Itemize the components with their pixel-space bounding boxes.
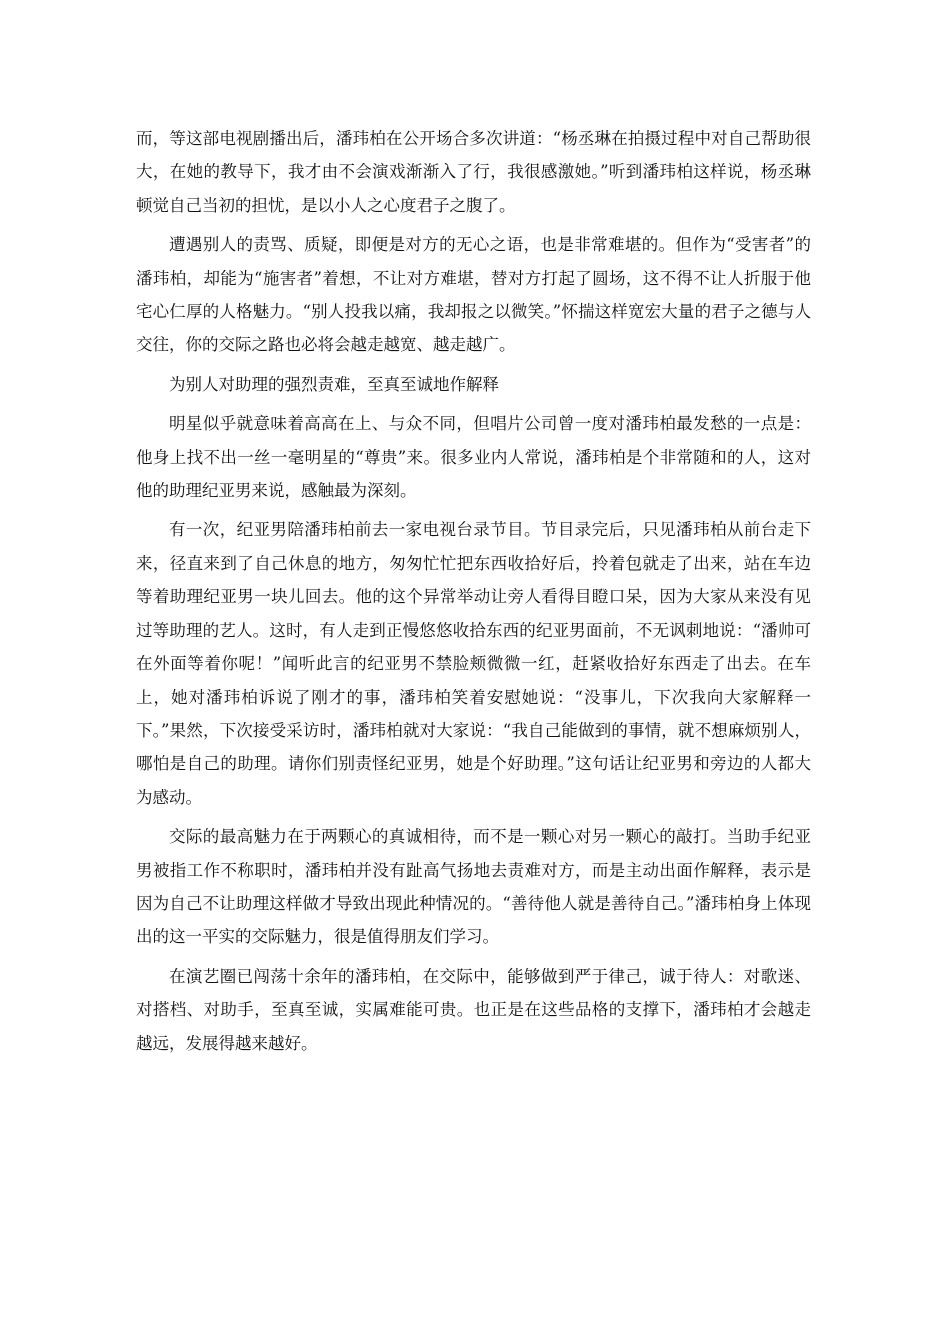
paragraph-3: 明星似乎就意味着高高在上、与众不同，但唱片公司曾一度对潘玮柏最发愁的一点是：他身上找不出一丝一毫明星的“尊贵”来。很多业内人常说，潘玮柏是个非常随和的人，这对他的助理纪亚男来说，感触最为深刻。	[136, 414, 811, 501]
paragraph-1: 而，等这部电视剧播出后，潘玮柏在公开场合多次讲道：“杨丞琳在拍摄过程中对自己帮助很大，在她的教导下，我才由不会演戏渐渐入了行，我很感激她。”听到潘玮柏这样说，杨丞琳顿觉自己当初的担忧，是以小人之心度君子之腹了。	[136, 129, 811, 215]
article-body	[136, 122, 811, 1066]
paragraph-5: 交际的最高魅力在于两颗心的真诚相待，而不是一颗心对另一颗心的敲打。当助手纪亚男被指工作不称职时，潘玮柏并没有趾高气扬地去责难对方，而是主动出面作解释，表示是因为自己不让助理这样做才导致出现此种情况的。“善待他人就是善待自己。”潘玮柏身上体现出的这一平实的交际魅力，很是值得朋友们学习。	[136, 827, 811, 947]
paragraph-4: 有一次，纪亚男陪潘玮柏前去一家电视台录节目。节目录完后，只见潘玮柏从前台走下来，径直来到了自己休息的地方，匆匆忙忙把东西收拾好后，拎着包就走了出来，站在车边等着助理纪亚男一块儿回去。他的这个异常举动让旁人看得目瞪口呆，因为大家从来没有见过等助理的艺人。这时，有人走到正慢悠悠收拾东西的纪亚男面前，不无讽刺地说：“潘帅可在外面等着你呢！”闻听此言的纪亚男不禁脸颊微微一红，赶紧收拾好东西走了出去。在车上，她对潘玮柏诉说了刚才的事，潘玮柏笑着安慰她说：“没事儿，下次我向大家解释一下。”果然，下次接受采访时，潘玮柏就对大家说：“我自己能做到的事情，就不想麻烦别人，哪怕是自己的助理。请你们别责怪纪亚男，她是个好助理。”这句话让纪亚男和旁边的人都大为感动。	[136, 520, 811, 807]
section-heading: 为别人对助理的强烈责难，至真至诚地作解释	[169, 374, 499, 394]
paragraph-2: 遭遇别人的责骂、质疑，即便是对方的无心之语，也是非常难堪的。但作为“受害者”的潘玮柏，却能为“施害者”着想，不让对方难堪，替对方打起了圆场，这不得不让人折服于他宅心仁厚的人格魅力。“别人投我以痛，我却报之以微笑。”怀揣这样宽宏大量的君子之德与人交往，你的交际之路也必将会越走越宽、越走越广。	[136, 235, 811, 355]
paragraph-6: 在演艺圈已闯荡十余年的潘玮柏，在交际中，能够做到严于律己，诚于待人：对歌迷、对搭档、对助手，至真至诚，实属难能可贵。也正是在这些品格的支撑下，潘玮柏才会越走越远，发展得越来越好。	[136, 966, 811, 1053]
